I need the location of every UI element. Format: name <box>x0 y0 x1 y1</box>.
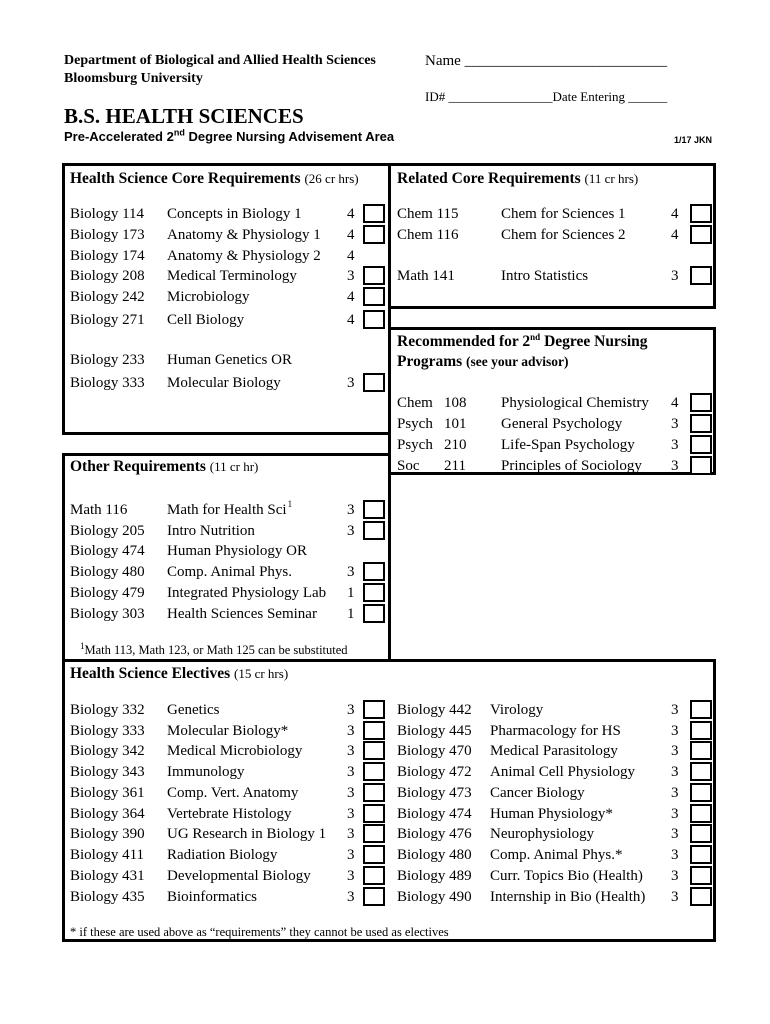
course-name: Concepts in Biology 1 <box>167 206 302 222</box>
course-name: Virology <box>490 702 544 718</box>
completion-checkbox[interactable] <box>690 845 712 864</box>
course-code: Biology 411 <box>70 847 145 863</box>
course-number: 210 <box>444 437 467 453</box>
completion-checkbox[interactable] <box>690 700 712 719</box>
course-name: UG Research in Biology 1 <box>167 826 327 842</box>
course-code: Biology 431 <box>70 868 145 884</box>
course-code: Biology 489 <box>397 868 472 884</box>
course-number: 211 <box>444 458 466 474</box>
credit-hours: 3 <box>671 785 679 801</box>
course-name: Internship in Bio (Health) <box>490 889 646 905</box>
credit-hours: 4 <box>671 227 679 243</box>
completion-checkbox[interactable] <box>690 225 712 244</box>
course-code: Math 141 <box>397 268 455 284</box>
course-code: Math 116 <box>70 502 128 518</box>
completion-checkbox[interactable] <box>363 583 385 602</box>
course-code: Biology 473 <box>397 785 472 801</box>
completion-checkbox[interactable] <box>690 762 712 781</box>
course-name: Vertebrate Histology <box>167 806 292 822</box>
course-row <box>0 225 770 245</box>
credit-hours: 3 <box>347 764 355 780</box>
course-name: Anatomy & Physiology 1 <box>167 227 321 243</box>
completion-checkbox[interactable] <box>690 266 712 285</box>
course-row <box>0 824 770 844</box>
course-name: Principles of Sociology <box>501 458 642 474</box>
credit-hours: 3 <box>671 847 679 863</box>
course-name: Radiation Biology <box>167 847 278 863</box>
course-row <box>0 373 770 393</box>
course-row <box>0 521 770 541</box>
course-name: General Psychology <box>501 416 623 432</box>
course-code: Biology 114 <box>70 206 145 222</box>
course-name: Pharmacology for HS <box>490 723 621 739</box>
credit-hours: 3 <box>671 868 679 884</box>
course-code: Biology 479 <box>70 585 145 601</box>
university-name: Bloomsburg University <box>64 71 203 86</box>
course-row <box>0 700 770 720</box>
course-dept: Chem <box>397 395 433 411</box>
course-code: Biology 233 <box>70 352 145 368</box>
credit-hours: 3 <box>671 723 679 739</box>
course-row <box>0 246 770 266</box>
completion-checkbox[interactable] <box>363 604 385 623</box>
credit-hours: 4 <box>671 206 679 222</box>
course-code: Biology 242 <box>70 289 145 305</box>
course-name: Cancer Biology <box>490 785 585 801</box>
course-name: Cell Biology <box>167 312 245 328</box>
credit-hours: 4 <box>347 248 355 264</box>
course-name: Microbiology <box>167 289 250 305</box>
course-name: Integrated Physiology Lab <box>167 585 327 601</box>
course-code: Biology 361 <box>70 785 145 801</box>
course-code: Biology 332 <box>70 702 145 718</box>
course-row <box>0 435 770 455</box>
course-name: Human Physiology OR <box>167 543 308 559</box>
course-name: Genetics <box>167 702 220 718</box>
credit-hours: 3 <box>671 743 679 759</box>
credit-hours: 4 <box>347 289 355 305</box>
credit-hours: 1 <box>347 606 355 622</box>
completion-checkbox[interactable] <box>690 435 712 454</box>
course-row <box>0 500 770 520</box>
course-number: 101 <box>444 416 467 432</box>
completion-checkbox[interactable] <box>363 310 385 329</box>
course-name: Human Genetics OR <box>167 352 292 368</box>
credit-hours: 3 <box>671 702 679 718</box>
credit-hours: 3 <box>347 375 355 391</box>
course-code: Chem 115 <box>397 206 459 222</box>
credit-hours: 3 <box>671 764 679 780</box>
course-row <box>0 887 770 907</box>
course-name: Medical Parasitology <box>490 743 618 759</box>
course-name: Health Sciences Seminar <box>167 606 317 622</box>
credit-hours: 3 <box>347 723 355 739</box>
completion-checkbox[interactable] <box>690 414 712 433</box>
course-row <box>0 804 770 824</box>
completion-checkbox[interactable] <box>690 741 712 760</box>
credit-hours: 1 <box>347 585 355 601</box>
recommended-section-subtitle: Programs (see your advisor) <box>397 353 569 370</box>
credit-hours: 3 <box>347 523 355 539</box>
completion-checkbox[interactable] <box>690 804 712 823</box>
course-code: Biology 490 <box>397 889 472 905</box>
course-code: Biology 442 <box>397 702 472 718</box>
electives-section-title: Health Science Electives (15 cr hrs) <box>70 665 289 682</box>
credit-hours: 4 <box>347 312 355 328</box>
credit-hours: 3 <box>671 806 679 822</box>
other-section-title: Other Requirements (11 cr hr) <box>70 458 259 475</box>
footnote-marker: 1 <box>287 499 293 509</box>
course-code: Biology 174 <box>70 248 145 264</box>
id-date-field[interactable]: ID# ________________Date Entering ______ <box>425 89 668 104</box>
course-name: Physiological Chemistry <box>501 395 649 411</box>
credit-hours: 4 <box>347 206 355 222</box>
course-code: Biology 470 <box>397 743 472 759</box>
course-code: Biology 205 <box>70 523 145 539</box>
course-name: Intro Statistics <box>501 268 589 284</box>
course-name: Comp. Animal Phys. <box>167 564 293 580</box>
course-row <box>0 287 770 307</box>
course-name: Comp. Animal Phys.* <box>490 847 623 863</box>
course-code: Biology 303 <box>70 606 145 622</box>
completion-checkbox[interactable] <box>363 287 385 306</box>
course-row <box>0 310 770 330</box>
course-name: Chem for Sciences 2 <box>501 227 626 243</box>
course-name: Chem for Sciences 1 <box>501 206 626 222</box>
course-name: Comp. Vert. Anatomy <box>167 785 299 801</box>
page-title: B.S. HEALTH SCIENCES <box>64 104 304 128</box>
course-code: Biology 271 <box>70 312 145 328</box>
course-row <box>0 204 770 224</box>
course-name: Curr. Topics Bio (Health) <box>490 868 643 884</box>
completion-checkbox[interactable] <box>363 521 385 540</box>
course-code: Biology 476 <box>397 826 472 842</box>
course-row <box>0 741 770 761</box>
completion-checkbox[interactable] <box>690 824 712 843</box>
credit-hours: 3 <box>347 564 355 580</box>
electives-top-border <box>62 659 716 662</box>
course-name: Neurophysiology <box>490 826 595 842</box>
math-footnote: $^1$Math 113, Math 123, or Math 125 can be substituted <box>80 640 348 657</box>
credit-hours: 3 <box>671 416 679 432</box>
completion-checkbox[interactable] <box>690 866 712 885</box>
credit-hours: 3 <box>671 458 679 474</box>
course-row <box>0 350 770 370</box>
course-name: Immunology <box>167 764 245 780</box>
course-code: Chem 116 <box>397 227 459 243</box>
credit-hours: 3 <box>347 806 355 822</box>
completion-checkbox[interactable] <box>690 887 712 906</box>
course-code: Biology 343 <box>70 764 145 780</box>
course-row <box>0 583 770 603</box>
course-code: Biology 208 <box>70 268 145 284</box>
name-field[interactable]: Name ___________________________ <box>425 53 668 69</box>
course-row <box>0 393 770 413</box>
course-name: Molecular Biology* <box>167 723 289 739</box>
course-name: Life-Span Psychology <box>501 437 635 453</box>
core-section-title: Health Science Core Requirements (26 cr hrs) <box>70 170 359 187</box>
revision-code: 1/17 JKN <box>674 135 713 145</box>
course-code: Biology 445 <box>397 723 472 739</box>
credit-hours: 3 <box>347 868 355 884</box>
department-name: Department of Biological and Allied Health Sciences <box>64 53 376 68</box>
completion-checkbox[interactable] <box>690 783 712 802</box>
course-dept: Psych <box>397 437 433 453</box>
completion-checkbox[interactable] <box>690 204 712 223</box>
course-row <box>0 541 770 561</box>
credit-hours: 3 <box>347 847 355 863</box>
course-name: Bioinformatics <box>167 889 257 905</box>
credit-hours: 3 <box>347 826 355 842</box>
course-code: Biology 173 <box>70 227 145 243</box>
credit-hours: 3 <box>347 785 355 801</box>
credit-hours: 4 <box>671 395 679 411</box>
course-code: Biology 364 <box>70 806 145 822</box>
course-row <box>0 783 770 803</box>
recommended-section-title: Recommended for 2nd Degree Nursing <box>397 331 648 350</box>
course-name: Developmental Biology <box>167 868 311 884</box>
completion-checkbox[interactable] <box>690 456 712 475</box>
page-subtitle: Pre-Accelerated 2nd Degree Nursing Advisement Area <box>64 127 395 144</box>
completion-checkbox[interactable] <box>363 500 385 519</box>
course-name: Molecular Biology <box>167 375 281 391</box>
credit-hours: 3 <box>347 702 355 718</box>
course-name: Medical Microbiology <box>167 743 303 759</box>
related-section-title: Related Core Requirements (11 cr hrs) <box>397 170 639 187</box>
credit-hours: 3 <box>671 889 679 905</box>
course-code: Biology 474 <box>70 543 145 559</box>
course-code: Biology 472 <box>397 764 472 780</box>
course-name: Medical Terminology <box>167 268 297 284</box>
course-row <box>0 866 770 886</box>
course-number: 108 <box>444 395 467 411</box>
credit-hours: 3 <box>347 743 355 759</box>
credit-hours: 3 <box>671 268 679 284</box>
course-code: Biology 480 <box>70 564 145 580</box>
completion-checkbox[interactable] <box>363 562 385 581</box>
course-row <box>0 562 770 582</box>
course-row <box>0 604 770 624</box>
course-code: Biology 474 <box>397 806 472 822</box>
course-name: Animal Cell Physiology <box>490 764 636 780</box>
course-name: Intro Nutrition <box>167 523 255 539</box>
course-code: Biology 390 <box>70 826 145 842</box>
credit-hours: 3 <box>347 268 355 284</box>
course-dept: Soc <box>397 458 420 474</box>
course-code: Biology 435 <box>70 889 145 905</box>
course-name: Human Physiology* <box>490 806 613 822</box>
credit-hours: 3 <box>671 437 679 453</box>
course-code: Biology 342 <box>70 743 145 759</box>
completion-checkbox[interactable] <box>363 373 385 392</box>
credit-hours: 3 <box>347 502 355 518</box>
course-dept: Psych <box>397 416 433 432</box>
course-name: Anatomy & Physiology 2 <box>167 248 321 264</box>
course-row <box>0 845 770 865</box>
course-row <box>0 762 770 782</box>
credit-hours: 4 <box>347 227 355 243</box>
electives-footnote: * if these are used above as “requirements” they cannot be used as electives <box>70 925 449 939</box>
course-code: Biology 480 <box>397 847 472 863</box>
completion-checkbox[interactable] <box>690 721 712 740</box>
course-row <box>0 414 770 434</box>
course-code: Biology 333 <box>70 723 145 739</box>
credit-hours: 3 <box>671 826 679 842</box>
completion-checkbox[interactable] <box>690 393 712 412</box>
course-name: Math for Health Sci <box>167 502 287 518</box>
course-row <box>0 721 770 741</box>
course-code: Biology 333 <box>70 375 145 391</box>
credit-hours: 3 <box>347 889 355 905</box>
course-row <box>0 266 770 286</box>
